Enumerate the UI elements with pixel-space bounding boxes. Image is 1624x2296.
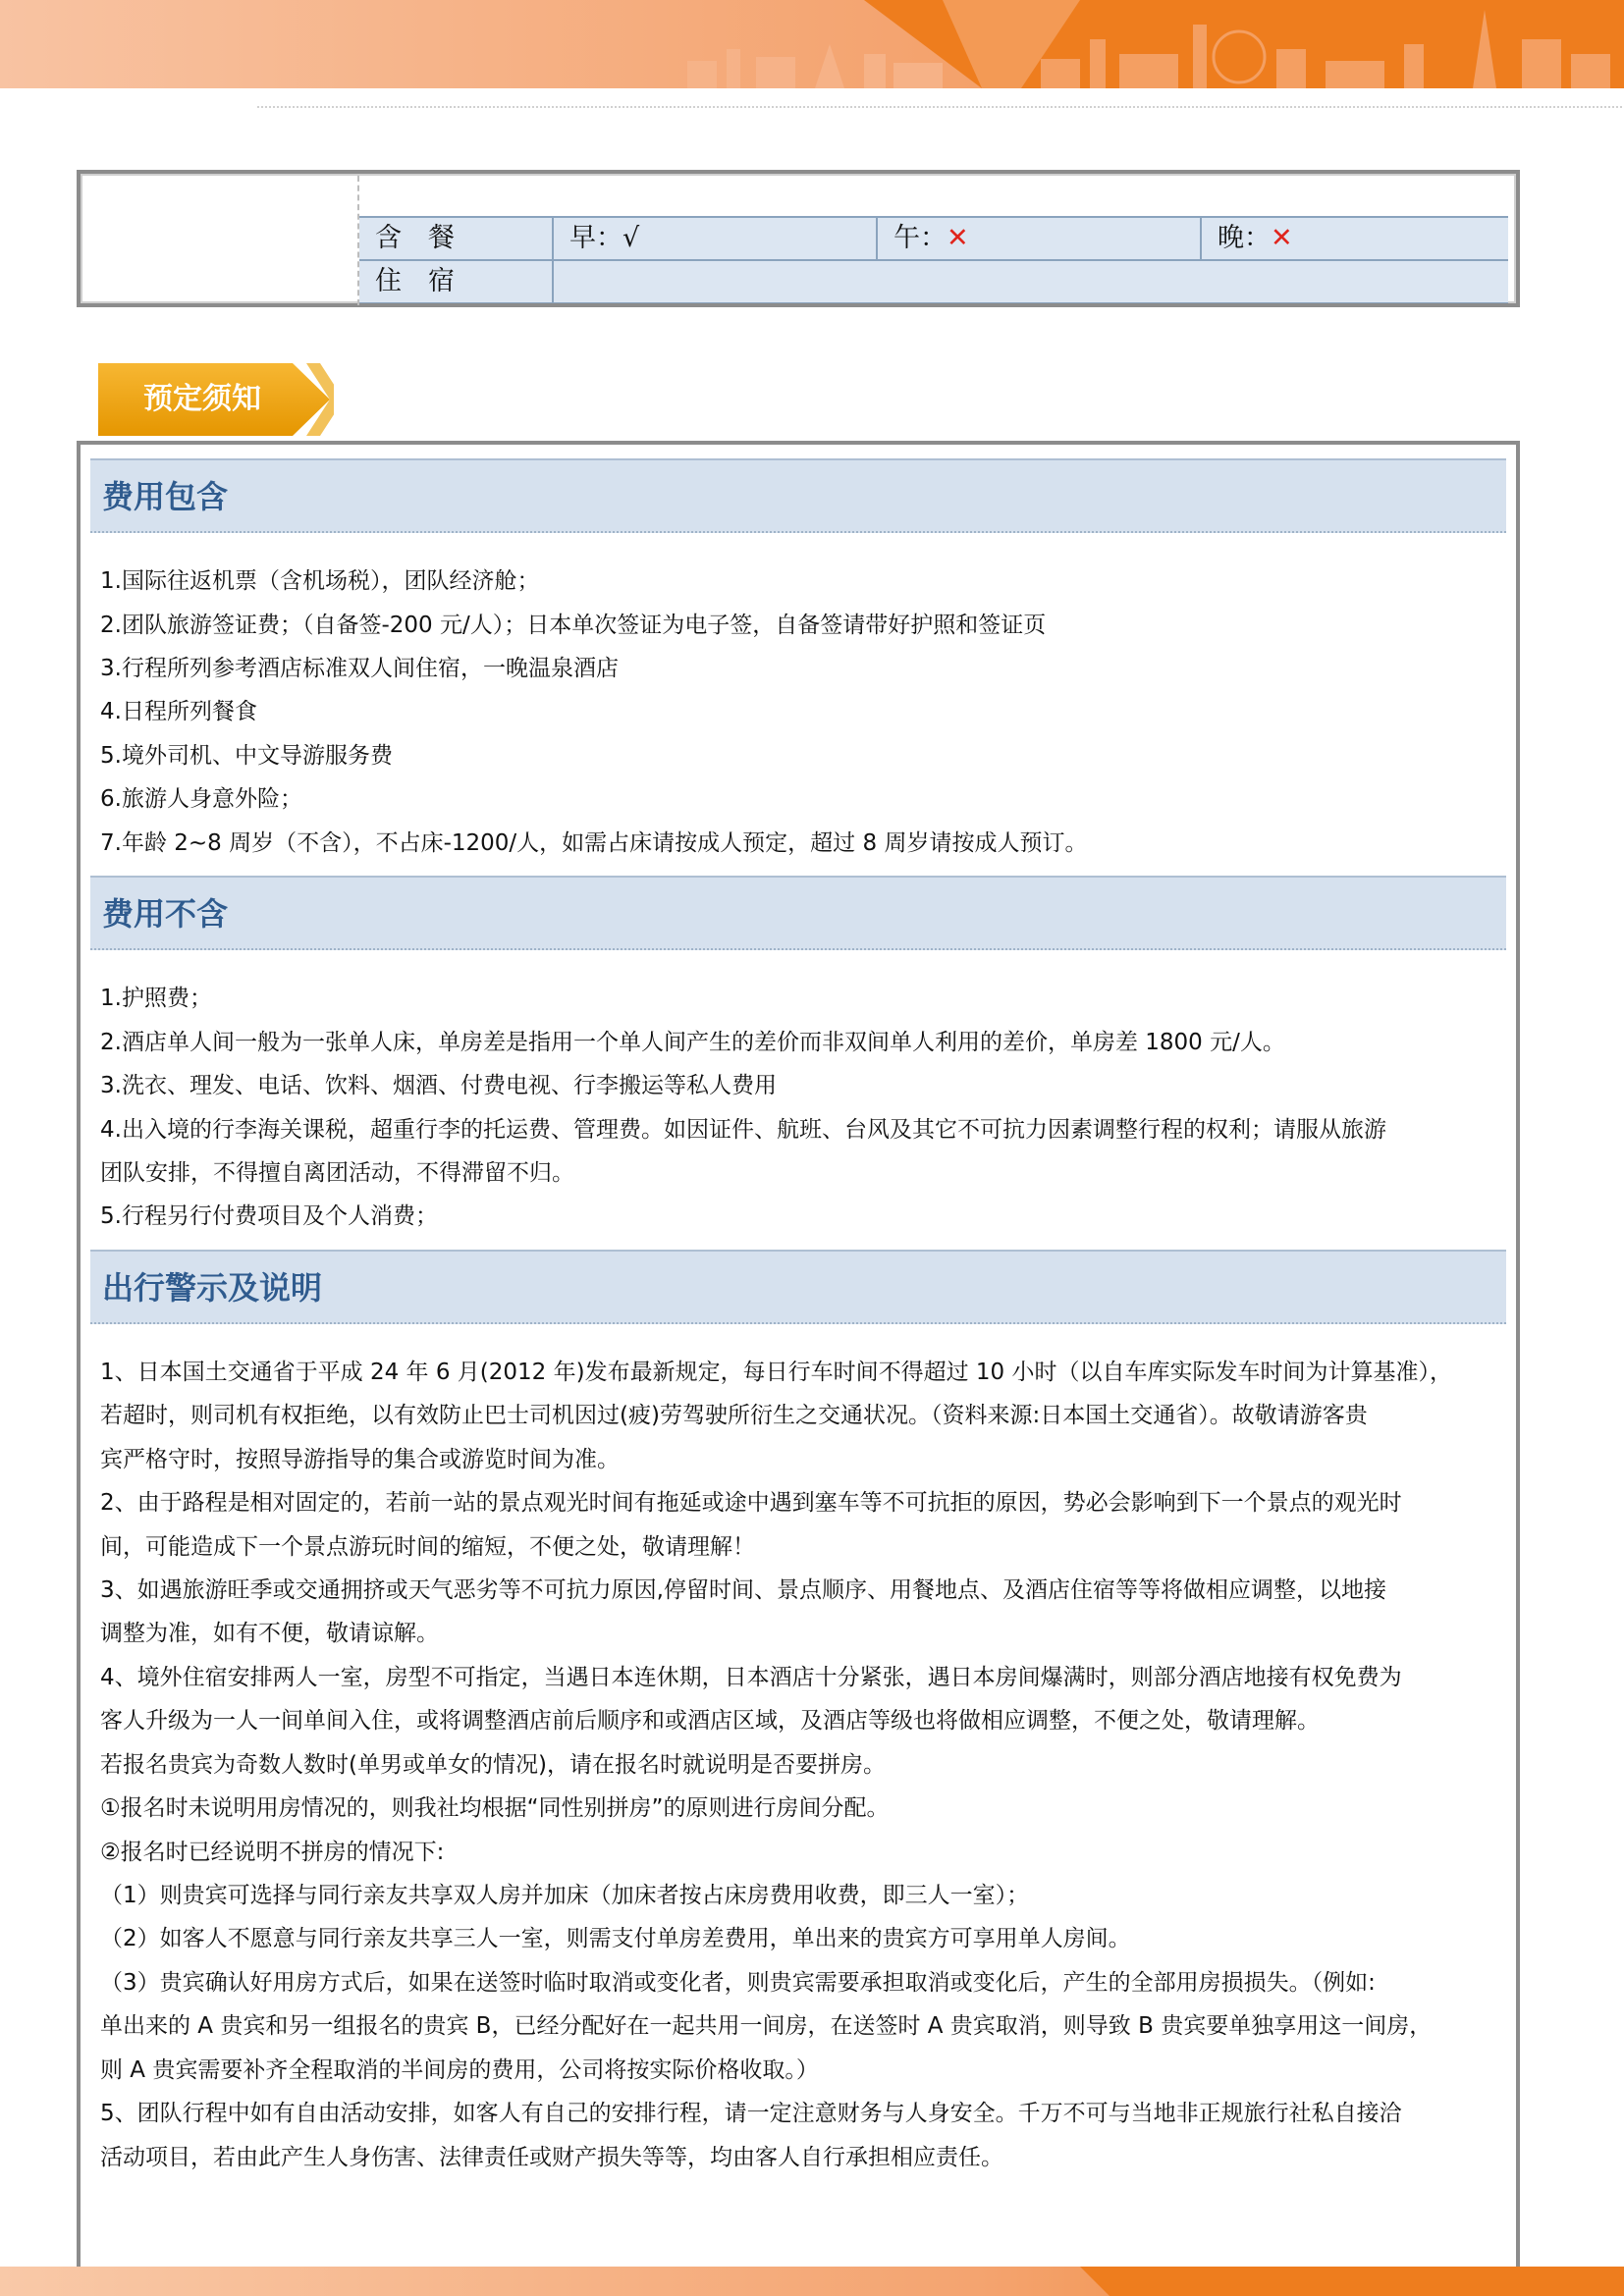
included-item: 6.旅游人身意外险；: [100, 786, 302, 812]
included-item: 5.境外司机、中文导游服务费: [100, 743, 393, 769]
breakfast-cell: 早：√: [552, 218, 876, 259]
booking-notice-tag: [98, 363, 334, 436]
excluded-item: 4.出入境的行李海关课税，超重行李的托运费、管理费。如因证件、航班、台风及其它不可抗力因素调整行程的权利；请服从旅游: [100, 1117, 1386, 1143]
warning-line: 单出来的 A 贵宾和另一组报名的贵宾 B，已经分配好在一起共用一间房，在送签时 A 贵宾取消，则导致 B 贵宾要单独享用这一间房，: [100, 2013, 1433, 2039]
excluded-item: 5.行程另行付费项目及个人消费；: [100, 1203, 438, 1229]
booking-notice-title: 预定须知: [143, 382, 261, 416]
meal-lodging-table: [77, 170, 1520, 307]
warning-line: 若超时，则司机有权拒绝，以有效防止巴士司机因过(疲)劳驾驶所衍生之交通状况。（资料来源:日本国土交通省）。故敬请游客贵: [100, 1403, 1368, 1428]
excluded-section-header: [90, 876, 1506, 950]
excluded-item: 1.护照费；: [100, 986, 212, 1011]
warnings-section-title: 出行警示及说明: [102, 1269, 323, 1307]
excluded-item: 3.洗衣、理发、电话、饮料、烟酒、付费电视、行李搬运等私人费用: [100, 1073, 777, 1098]
included-item: 7.年龄 2~8 周岁（不含），不占床-1200/人，如需占床请按成人预定，超过 8 周岁请按成人预订。: [100, 830, 1088, 856]
included-item: 1.国际往返机票（含机场税），团队经济舱；: [100, 568, 540, 594]
warning-line: 2、由于路程是相对固定的，若前一站的景点观光时间有拖延或途中遇到塞车等不可抗拒的原因，势必会影响到下一个景点的观光时: [100, 1490, 1402, 1516]
excluded-item: 团队安排，不得擅自离团活动，不得滞留不归。: [100, 1160, 574, 1186]
warning-line: 1、日本国土交通省于平成 24 年 6 月(2012 年)发布最新规定，每日行车时间不得超过 10 小时（以自车库实际发车时间为计算基准），: [100, 1360, 1452, 1385]
warning-line: 3、如遇旅游旺季或交通拥挤或天气恶劣等不可抗力原因,停留时间、景点顺序、用餐地点、及酒店住宿等等将做相应调整，以地接: [100, 1577, 1386, 1603]
warning-line: （1）则贵宾可选择与同行亲友共享双人房并加床（加床者按占床房费用收费，即三人一室）；: [100, 1883, 1030, 1908]
warning-line: 则 A 贵宾需要补齐全程取消的半间房的费用，公司将按实际价格收取。）: [100, 2057, 819, 2083]
included-item: 2.团队旅游签证费；（自备签-200 元/人）；日本单次签证为电子签，自备签请带好护照和签证页: [100, 613, 1047, 638]
meals-row: [359, 216, 1508, 260]
included-section-header: [90, 458, 1506, 533]
warning-line: 客人升级为一人一间单间入住，或将调整酒店前后顺序和或酒店区域，及酒店等级也将做相应调整，不便之处，敬请理解。: [100, 1708, 1320, 1734]
lunch-cell: [876, 218, 1200, 259]
warnings-section-header: [90, 1250, 1506, 1324]
lodging-value: [552, 261, 1514, 302]
excluded-item: 2.酒店单人间一般为一张单人床，单房差是指用一个单人间产生的差价而非双间单人利用的差价，单房差 1800 元/人。: [100, 1030, 1285, 1055]
included-section-title: 费用包含: [102, 478, 229, 515]
warning-line: 5、团队行程中如有自由活动安排，如客人有自己的安排行程，请一定注意财务与人身安全。千万不可与当地非正规旅行社私自接洽: [100, 2101, 1402, 2126]
footer-bar-graphic: [0, 2267, 1624, 2296]
included-item: 3.行程所列参考酒店标准双人间住宿，一晚温泉酒店: [100, 656, 619, 681]
warning-line: 若报名贵宾为奇数人数时(单男或单女的情况)，请在报名时就说明是否要拼房。: [100, 1752, 886, 1778]
warning-line: 4、境外住宿安排两人一室，房型不可指定，当遇日本连休期，日本酒店十分紧张，遇日本房间爆满时，则部分酒店地接有权免费为: [100, 1665, 1402, 1690]
warning-line: 调整为准，如有不便，敬请谅解。: [100, 1621, 439, 1646]
lodging-label: 住 宿: [375, 266, 455, 296]
meals-label: 含 餐: [375, 223, 455, 253]
warning-line: （2）如客人不愿意与同行亲友共享三人一室，则需支付单房差费用，单出来的贵宾方可享用单人房间。: [100, 1926, 1131, 1951]
included-item: 4.日程所列餐食: [100, 699, 257, 724]
warning-line: 间，可能造成下一个景点游玩时间的缩短，不便之处，敬请理解！: [100, 1534, 755, 1560]
warning-line: 活动项目，若由此产生人身伤害、法律责任或财产损失等等，均由客人自行承担相应责任。: [100, 2145, 1003, 2170]
lodging-row: [359, 259, 1508, 303]
warning-line: 宾严格守时，按照导游指导的集合或游览时间为准。: [100, 1447, 620, 1472]
lunch-cross-icon: ✕: [947, 223, 969, 253]
warning-line: （3）贵宾确认好用房方式后，如果在送签时临时取消或变化者，则贵宾需要承担取消或变化后，产生的全部用房损损失。（例如:: [100, 1970, 1376, 1996]
dinner-cross-icon: ✕: [1271, 223, 1293, 253]
warning-line: ②报名时已经说明不拼房的情况下:: [100, 1840, 445, 1865]
excluded-section-title: 费用不含: [102, 895, 229, 933]
dinner-cell: [1200, 218, 1514, 259]
dinner-label: 晚：: [1218, 223, 1271, 253]
skyline-banner-graphic: [0, 0, 1624, 88]
header-divider: [257, 106, 1622, 108]
warning-line: ①报名时未说明用房情况的，则我社均根据“同性别拼房”的原则进行房间分配。: [100, 1795, 890, 1821]
header-banner: [0, 0, 1624, 88]
footer-bar: [0, 2267, 1624, 2296]
booking-notice-panel: [77, 441, 1520, 2296]
lunch-label: 午：: [893, 223, 947, 253]
